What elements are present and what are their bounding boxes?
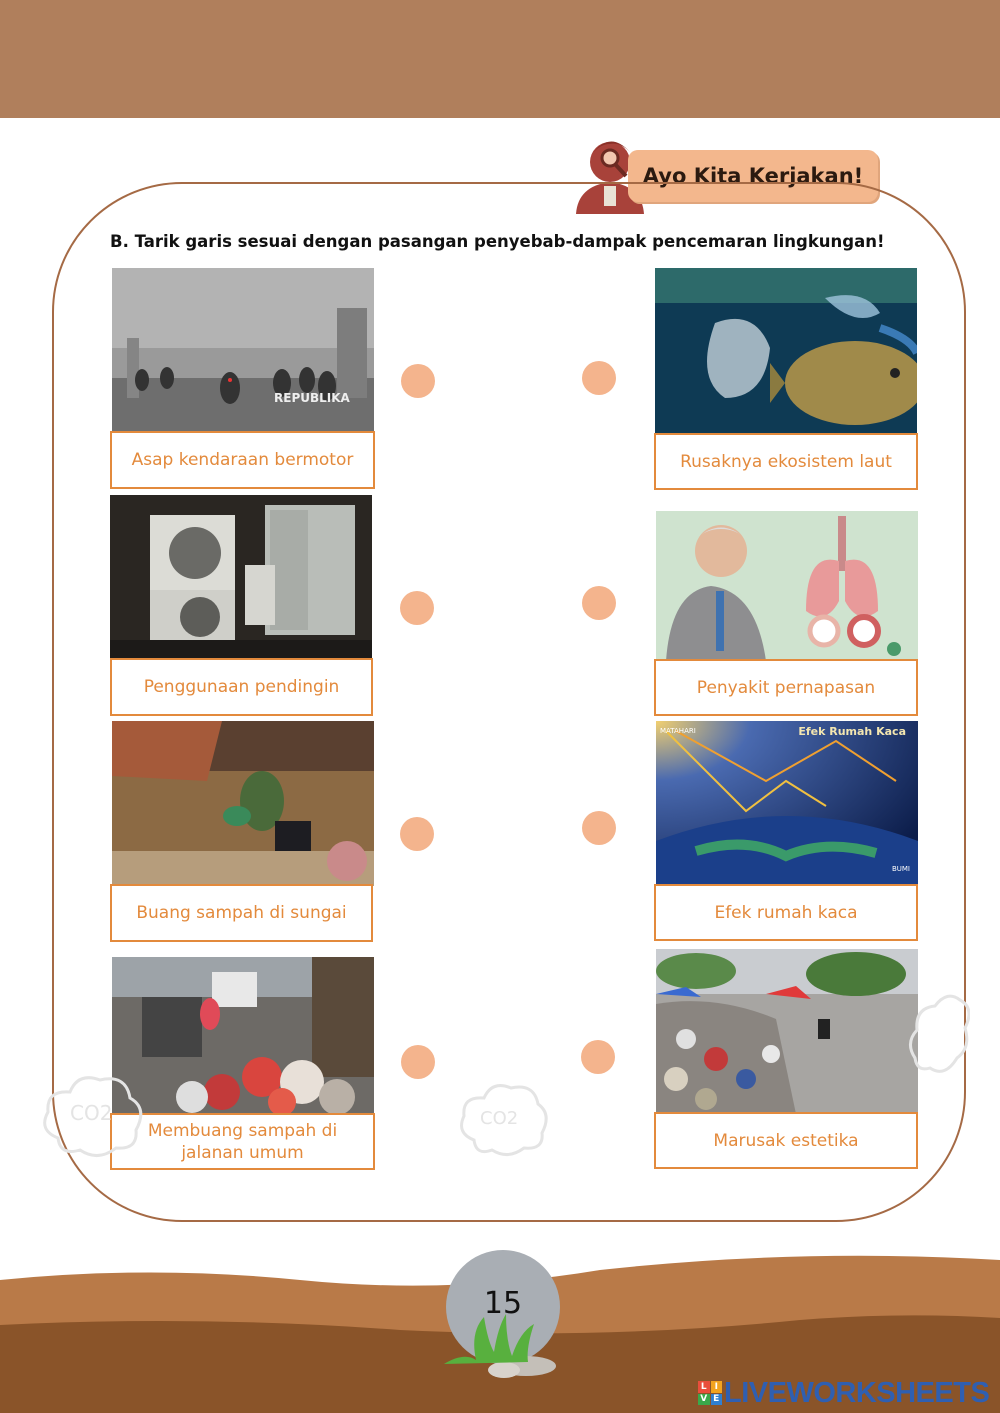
co2-cloud-icon [910,996,969,1071]
cause-3-image-river-trash [112,721,374,886]
effect-4-dot[interactable] [581,1040,615,1074]
svg-text:BUMI: BUMI [891,865,910,873]
section-badge: Ayo Kita Kerjakan! [628,150,878,202]
effect-3-image-greenhouse [656,721,918,886]
page-number: 15 [483,1286,523,1321]
effect-3-dot[interactable] [582,811,616,845]
effect-1-dot[interactable] [582,361,616,395]
svg-text:Efek Rumah Kaca: Efek Rumah Kaca [798,725,906,738]
effect-2-label: Penyakit pernapasan [654,659,918,716]
top-header-band [0,0,1000,118]
cause-1-image-motor-smog [112,268,374,433]
cause-3-dot[interactable] [400,817,434,851]
effect-4-image-garbage-dump [656,949,918,1114]
liveworksheets-logo [698,1378,989,1408]
cause-4-label: Membuang sampah di jalanan umum [110,1113,375,1170]
cause-1-dot[interactable] [401,364,435,398]
cause-2-label: Penggunaan pendingin [110,658,373,716]
instruction-text: B. Tarik garis sesuai dengan pasangan penyebab-dampak pencemaran lingkungan! [110,232,885,251]
svg-text:CO2: CO2 [70,1101,113,1125]
cause-2-dot[interactable] [400,591,434,625]
effect-4-label: Marusak estetika [654,1112,918,1169]
effect-2-image-lungs [656,511,918,661]
effect-3-label: Efek rumah kaca [654,884,918,941]
republika-watermark: REPUBLIKA [274,391,350,405]
effect-1-image-ocean-plastic [655,268,917,433]
effect-1-label: Rusaknya ekosistem laut [654,433,918,490]
cause-4-image-street-trash [112,957,374,1115]
cause-3-label: Buang sampah di sungai [110,884,373,942]
svg-text:CO2: CO2 [480,1108,519,1129]
grass-rocks-icon [444,1312,560,1380]
effect-2-dot[interactable] [582,586,616,620]
co2-cloud-icon [38,1068,148,1163]
cause-4-dot[interactable] [401,1045,435,1079]
liveworksheets-wordmark: LIVEWORKSHEETS [724,1376,990,1409]
cause-2-image-ac-units [110,495,372,660]
liveworksheets-grid-icon: L I V E [698,1381,722,1405]
svg-text:MATAHARI: MATAHARI [660,727,696,735]
cause-1-label: Asap kendaraan bermotor [110,431,375,489]
